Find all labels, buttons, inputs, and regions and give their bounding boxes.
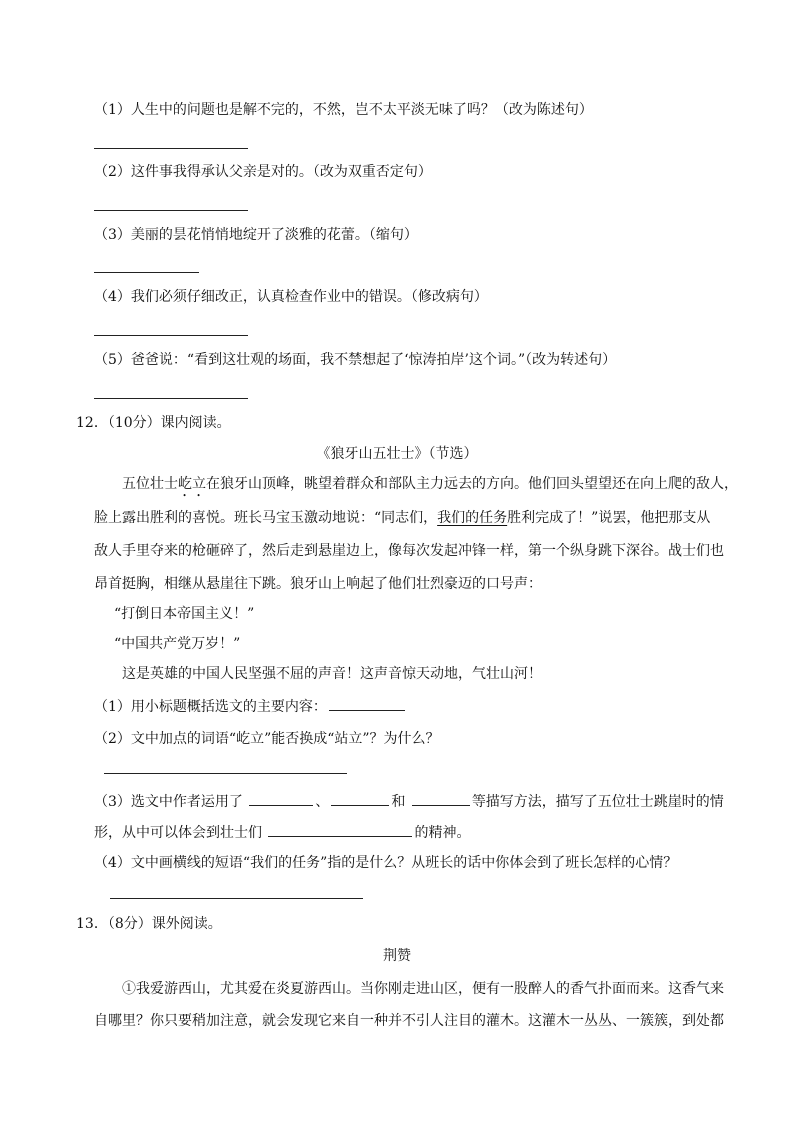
q12-slogan-2: “中国共产党万岁！” — [114, 636, 241, 652]
q12-sub-question-1: （1）用小标题概括选文的主要内容： — [94, 696, 407, 717]
q11-item-4: （4）我们必须仔细改正，认真检查作业中的错误。（修改病句） — [94, 289, 488, 305]
q12-header: 12．（10分）课内阅读。 — [76, 415, 231, 431]
q12-title: 《狼牙山五壮士》（节选） — [316, 446, 478, 462]
q11-item-3: （3）美丽的昙花悄悄地绽开了淡雅的花蕾。（缩句） — [94, 227, 418, 243]
answer-blank-7[interactable] — [104, 773, 347, 774]
q12-sub-question-2: （2）文中加点的词语“屹立”能否换成“站立”？为什么？ — [94, 731, 440, 747]
q13-passage-line-1: ①我爱游西山，尤其爱在炎夏游西山。当你刚走进山区，便有一股醉人的香气扑面而来。这香气来 — [122, 981, 724, 997]
dotted-word: 屹立 — [178, 476, 206, 492]
answer-blank-5[interactable] — [94, 398, 248, 399]
q12-sub-question-3: （3）选文中作者运用了 、 和 等描写方法，描写了五位壮士跳崖时的情 — [94, 791, 724, 812]
q12-sub-question-4: （4）文中画横线的短语“我们的任务”指的是什么？从班长的话中你体会到了班长怎样的心情？ — [94, 855, 678, 871]
answer-blank-3[interactable] — [94, 272, 199, 273]
answer-blank-6[interactable] — [329, 696, 405, 711]
answer-blank-2[interactable] — [94, 210, 248, 211]
q11-item-2: （2）这件事我得承认父亲是对的。（改为双重否定句） — [94, 164, 432, 180]
q12-passage-line-4: 昂首挺胸，相继从悬崖往下跳。狼牙山上响起了他们壮烈豪迈的口号声： — [94, 576, 542, 592]
q12-passage-line-2: 脸上露出胜利的喜悦。班长马宝玉激动地说：“同志们，我们的任务胜利完成了！”说罢，他把那支从 — [94, 510, 711, 526]
q12-passage-line-1: 五位壮士屹立在狼牙山顶峰，眺望着群众和部队主力远去的方向。他们回头望望还在向上爬的敌人， — [122, 476, 738, 492]
q11-item-1: （1）人生中的问题也是解不完的，不然，岂不太平淡无味了吗？（改为陈述句） — [94, 102, 593, 118]
q11-item-5: （5）爸爸说：“看到这壮观的场面，我不禁想起了‘惊涛拍岸’这个词。”（改为转述句） — [94, 352, 617, 368]
answer-blank-4[interactable] — [94, 335, 248, 336]
q12-passage-line-5: 这是英雄的中国人民坚强不屈的声音！这声音惊天动地，气壮山河！ — [122, 666, 542, 682]
answer-blank-9[interactable] — [331, 791, 389, 806]
answer-blank-11[interactable] — [268, 822, 412, 837]
answer-blank-10[interactable] — [412, 791, 470, 806]
underlined-phrase: 我们的任务 — [437, 510, 508, 526]
q13-passage-line-2: 自哪里？你只要稍加注意，就会发现它来自一种并不引人注目的灌木。这灌木一丛丛、一簇簇，到处都 — [94, 1013, 724, 1029]
q13-title: 荆赞 — [383, 948, 411, 964]
q12-sub-question-3-cont: 形，从中可以体会到壮士们 的精神。 — [94, 822, 470, 843]
answer-blank-1[interactable] — [94, 148, 248, 149]
answer-blank-8[interactable] — [249, 791, 313, 806]
q12-slogan-1: “打倒日本帝国主义！” — [114, 606, 255, 622]
answer-blank-12[interactable] — [110, 898, 363, 899]
q12-passage-line-3: 敌人手里夺来的枪砸碎了，然后走到悬崖边上，像每次发起冲锋一样，第一个纵身跳下深谷。战士们也 — [94, 543, 724, 559]
q13-header: 13．（8分）课外阅读。 — [76, 916, 222, 932]
